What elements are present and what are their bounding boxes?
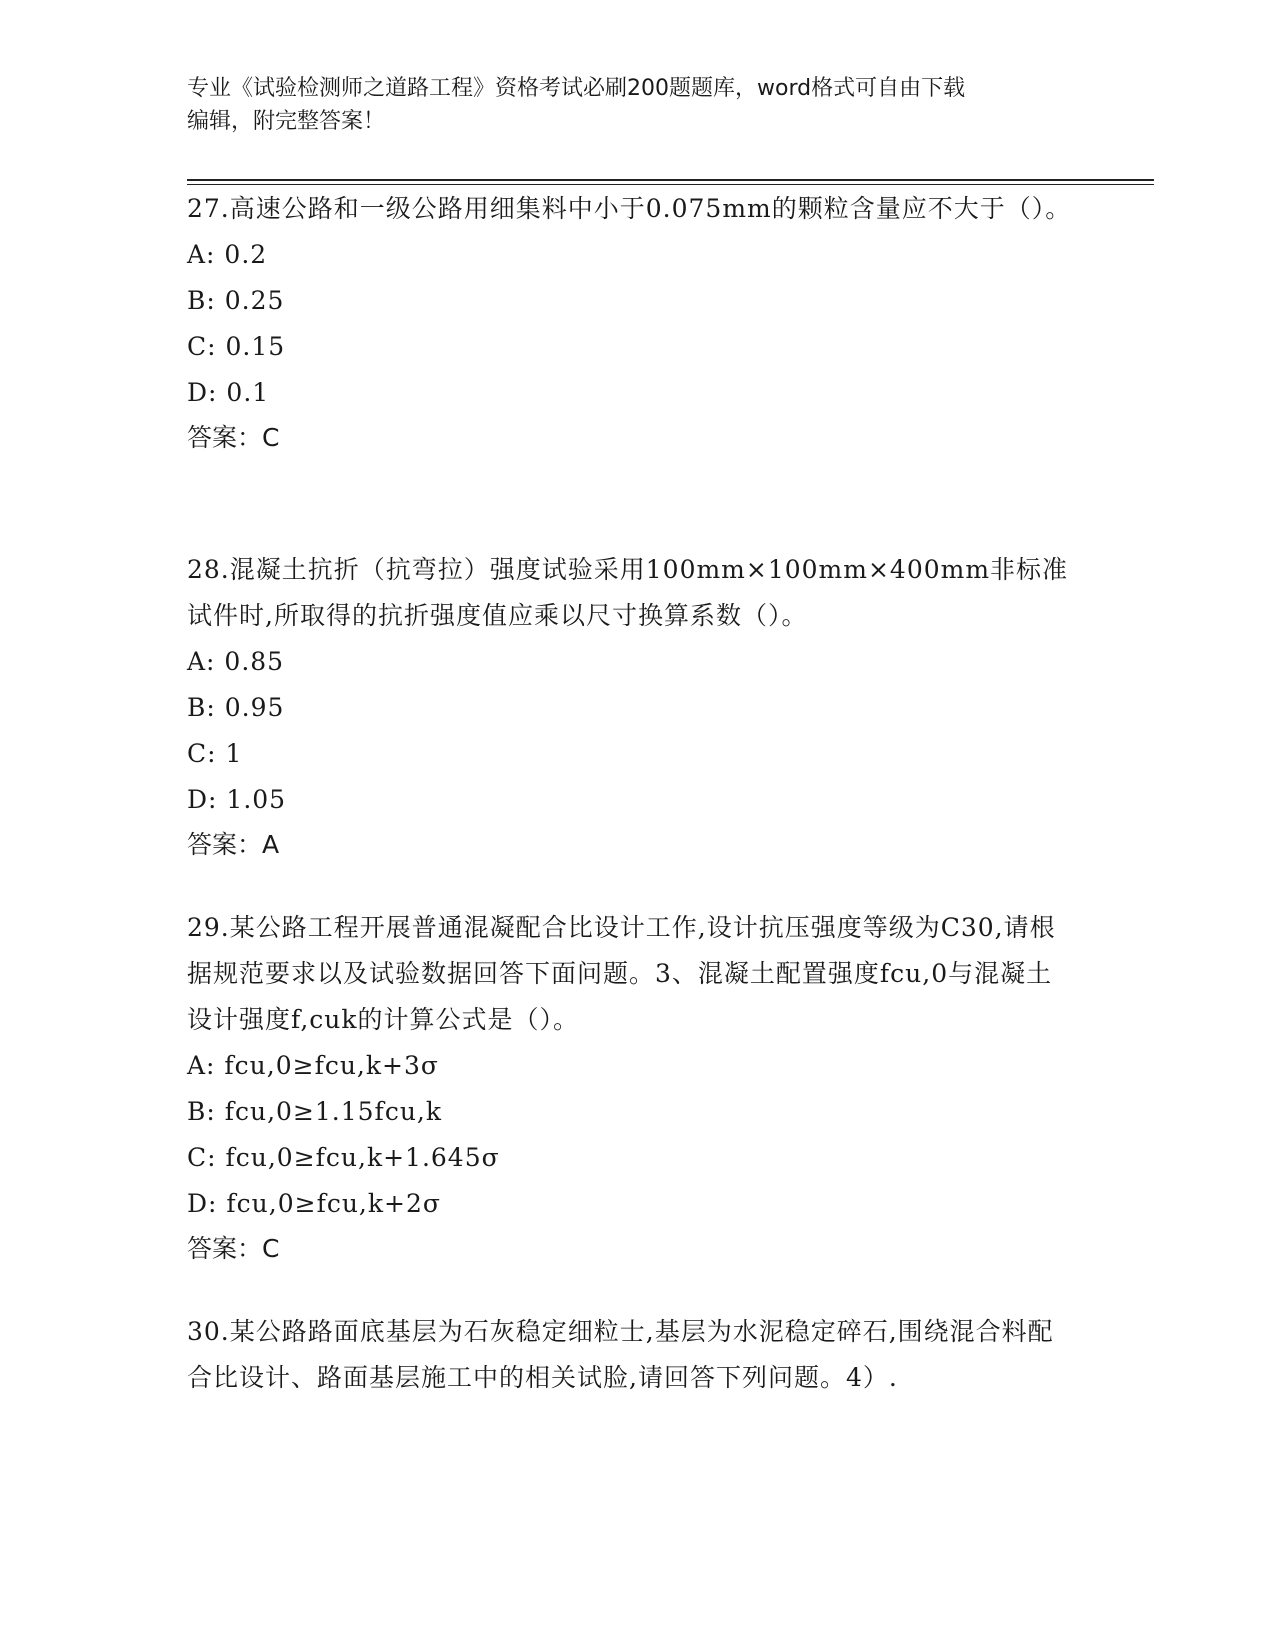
option-c: C: fcu,0≥fcu,k+1.645σ <box>187 1143 500 1172</box>
option-a: A: 0.2 <box>187 240 268 269</box>
answer: 答案：C <box>187 423 280 452</box>
option-d: D: fcu,0≥fcu,k+2σ <box>187 1189 441 1218</box>
question-text: 27.高速公路和一级公路用细集料中小于0.075mm的颗粒含量应不大于（）。 <box>187 194 1072 223</box>
option-a: A: fcu,0≥fcu,k+3σ <box>187 1051 439 1080</box>
question-text: 29.某公路工程开展普通混凝配合比设计工作,设计抗压强度等级为C30,请根据规范要求以及试验数据回答下面问题。3、混凝土配置强度fcu,0与混凝土设计强度f,cuk的计算公式是（）。 <box>187 913 1056 1034</box>
option-b: B: 0.25 <box>187 286 285 315</box>
option-b: B: fcu,0≥1.15fcu,k <box>187 1097 443 1126</box>
question-30 <box>187 1309 1077 1401</box>
option-c: C: 0.15 <box>187 332 286 361</box>
question-29 <box>187 905 1077 1271</box>
header-line-1: 专业《试验检测师之道路工程》资格考试必刷200题题库，word格式可自由下载 <box>187 76 966 101</box>
answer: 答案：A <box>187 830 280 859</box>
question-27 <box>187 186 1077 460</box>
document-header <box>187 72 1067 138</box>
option-a: A: 0.85 <box>187 647 285 676</box>
option-c: C: 1 <box>187 739 243 768</box>
option-d: D: 0.1 <box>187 378 270 407</box>
question-text: 30.某公路路面底基层为石灰稳定细粒士,基层为水泥稳定碎石,围绕混合料配合比设计、路面基层施工中的相关试脸,请回答下列问题。4）. <box>187 1317 1054 1392</box>
question-28 <box>187 547 1077 867</box>
option-d: D: 1.05 <box>187 785 287 814</box>
header-line-2: 编辑，附完整答案！ <box>187 109 386 134</box>
header-divider-thin <box>187 184 1154 185</box>
question-text: 28.混凝土抗折（抗弯拉）强度试验采用100mm×100mm×400mm非标准试件时,所取得的抗折强度值应乘以尺寸换算系数（）。 <box>187 555 1069 630</box>
answer: 答案：C <box>187 1234 280 1263</box>
option-b: B: 0.95 <box>187 693 285 722</box>
header-divider-thick <box>187 179 1154 181</box>
